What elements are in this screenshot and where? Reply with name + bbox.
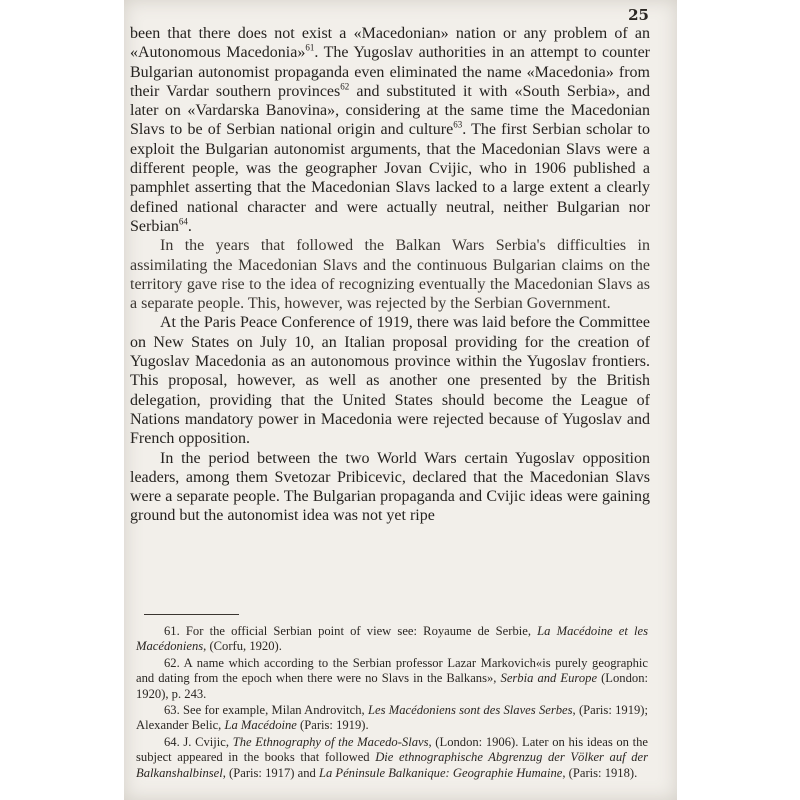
footnotes bbox=[136, 624, 648, 782]
text-run: , (Paris: 1919); Alexander Belic, bbox=[136, 703, 648, 733]
paragraph bbox=[130, 449, 650, 526]
footnote-divider bbox=[144, 614, 239, 615]
page-number: 25 bbox=[628, 6, 649, 24]
footnote bbox=[136, 656, 648, 702]
footnote-ref: 63 bbox=[453, 120, 463, 131]
book-page bbox=[124, 0, 677, 800]
text-run: . The Yugoslav authorities in an attempt to counter Bulgarian autonomist propaganda even eliminated the name «Macedonia» from their Vardar southern provinces bbox=[130, 44, 650, 100]
text-run: , (Corfu, 1920). bbox=[203, 639, 282, 654]
text-run: 64. J. Cvijic, bbox=[164, 734, 233, 749]
paragraph bbox=[130, 24, 650, 236]
text-run: At the Paris Peace Conference of 1919, there was laid before the Committee on New States on July 10, an Italian proposal providing for the creation of Yugoslav Macedonia as an autonomous province within the Yugoslav frontiers. This proposal, however, as well as another one presented by the British delegation, providing that the United States should become the League of Nations mandatory power in Macedonia were rejected because of Yugoslav and French opposition. bbox=[130, 314, 650, 448]
text-run: , (London: 1906). Later on his ideas on the subject appeared in the books that followed bbox=[136, 734, 649, 765]
footnote-ref: 61 bbox=[305, 42, 315, 53]
footnote-ref: 62 bbox=[340, 81, 350, 92]
footnote-ref: 64 bbox=[178, 216, 188, 227]
text-run: (Paris: 1919). bbox=[296, 718, 369, 733]
text-run: In the years that followed the Balkan Wars Serbia's difficulties in assimilating the Macedonian Slavs and the continuous Bulgarian claims on the territory gave rise to the idea of recognizing eventually the Macedonian Slavs as a separate people. This, however, was rejected by the Serbian Government. bbox=[130, 237, 650, 313]
italic-title: The Ethnography of the Macedo-Slavs bbox=[232, 734, 429, 749]
text-run: , (Paris: 1917) and bbox=[222, 765, 319, 780]
italic-title: La Péninsule Balkanique: Geographie Humaine bbox=[318, 765, 563, 780]
text-run: 63. See for example, Milan Androvitch, bbox=[164, 703, 368, 718]
text-run: , (Paris: 1918). bbox=[562, 765, 638, 780]
italic-title: La Macédoine et les Macédoniens bbox=[136, 624, 649, 654]
text-run: and substituted it with «South Serbia», and later on «Vardarska Banovina», considering at the same time the Macedonian Slavs to be of Serbian national origin and culture bbox=[130, 82, 651, 139]
italic-title: Les Macédoniens sont des Slaves Serbes bbox=[367, 703, 573, 718]
text-run: In the period between the two World Wars certain Yugoslav opposition leaders, among them Svetozar Pribicevic, declared that the Macedonian Slavs were a separate people. The Bulgarian propaganda and Cvijic ideas were gaining ground but the autonomist idea was not yet ripe bbox=[130, 449, 650, 525]
italic-title: Die ethnographische Abgrenzug der Völker auf der Balkanshalbinsel bbox=[136, 750, 648, 780]
text-run: 62. A name which according to the Serbian professor Lazar Markovich«is purely geographic and dating from the epoch when there were no Slavs in the Balkans», bbox=[136, 655, 648, 686]
text-run: . The first Serbian scholar to exploit the Bulgarian autonomist arguments, that the Macedonian Slavs were a different people, was the geographer Jovan Cvijic, who in 1906 published a pamphlet asserting that the Macedonian Slavs lacked to a large extent a clearly defined national character and were actually neutral, neither Bulgarian nor Serbian bbox=[130, 121, 650, 235]
text-run: 61. For the official Serbian point of view see: Royaume de Serbie, bbox=[164, 624, 538, 638]
paragraph bbox=[130, 313, 650, 448]
italic-title: La Macédoine bbox=[224, 718, 297, 733]
paragraph bbox=[130, 236, 650, 313]
text-run: (London: 1920), p. 243. bbox=[136, 671, 648, 701]
main-text bbox=[130, 24, 650, 526]
footnote bbox=[136, 624, 648, 655]
italic-title: Serbia and Europe bbox=[500, 671, 598, 686]
text-run: been that there does not exist a «Macedonian» nation or any problem of an «Autonomous Macedonia» bbox=[130, 25, 650, 62]
footnote bbox=[136, 703, 648, 734]
text-run: . bbox=[187, 217, 192, 235]
footnote bbox=[136, 735, 648, 781]
